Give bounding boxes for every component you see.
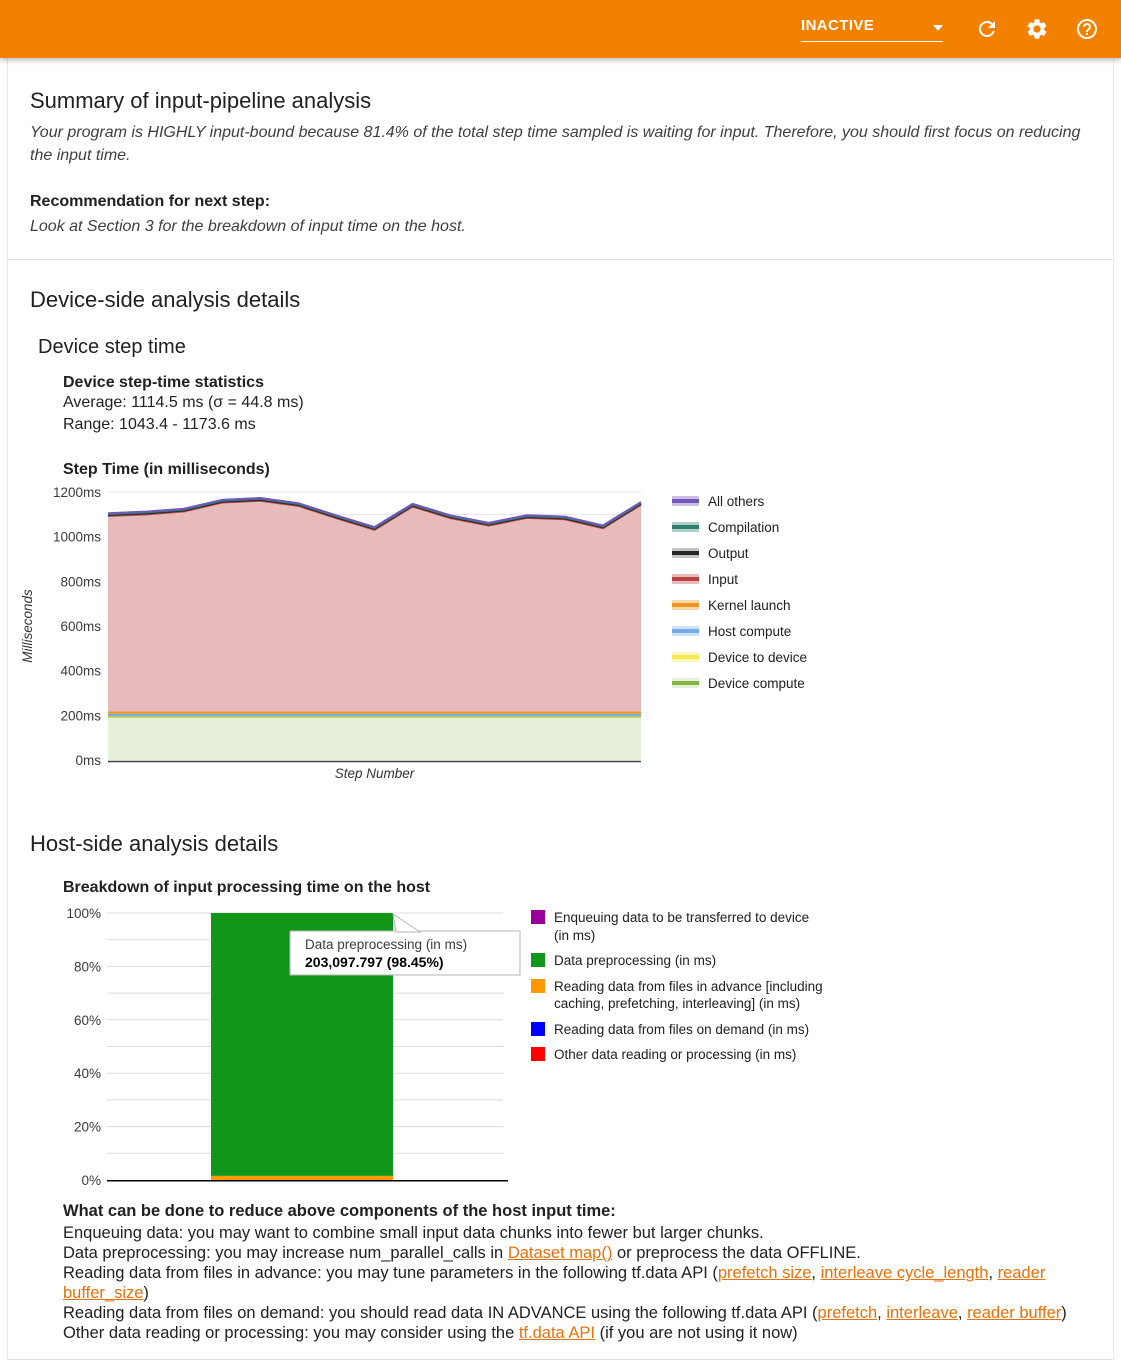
content-card xyxy=(7,58,1114,1360)
device-legend-swatch xyxy=(672,574,699,584)
device-legend-item xyxy=(672,675,807,692)
device-legend-item xyxy=(672,545,807,562)
recommendation-text: Look at Section 3 for the breakdown of input time on the host. xyxy=(30,218,466,236)
settings-gear-icon xyxy=(1025,17,1049,41)
svg-text:0%: 0% xyxy=(81,1173,101,1189)
host-legend-item xyxy=(531,978,826,1013)
svg-text:Milliseconds: Milliseconds xyxy=(20,589,35,664)
host-legend-swatch xyxy=(531,979,545,993)
host-legend-item xyxy=(531,952,826,970)
svg-text:0ms: 0ms xyxy=(75,753,101,769)
device-legend-swatch xyxy=(672,652,699,662)
svg-text:1200ms: 1200ms xyxy=(52,485,101,501)
device-legend-item xyxy=(672,649,807,666)
advice-line: Enqueuing data: you may want to combine small input data chunks into fewer but larger chunks. xyxy=(63,1224,764,1243)
host-legend-label: Enqueuing data to be transferred to device (in ms) xyxy=(554,910,810,943)
device-chart-title: Step Time (in milliseconds) xyxy=(63,461,270,479)
device-section-title: Device-side analysis details xyxy=(30,287,301,313)
device-chart-legend xyxy=(672,493,807,701)
host-legend-label: Reading data from files in advance [including caching, prefetching, interleaving] (in ms) xyxy=(554,978,823,1012)
advice-link[interactable]: reader buffer_size xyxy=(63,1264,1046,1303)
refresh-button[interactable] xyxy=(975,17,999,41)
host-chart-title: Breakdown of input processing time on the host xyxy=(63,879,431,897)
device-legend-label: Input xyxy=(708,572,739,588)
advice-heading: What can be done to reduce above components of the host input time: xyxy=(63,1202,616,1221)
svg-text:Data preprocessing (in ms): Data preprocessing (in ms) xyxy=(305,937,468,953)
run-state-dropdown[interactable] xyxy=(801,17,943,42)
device-legend-swatch xyxy=(672,548,699,558)
svg-text:Step Number: Step Number xyxy=(334,766,415,782)
advice-link[interactable]: reader buffer xyxy=(967,1304,1062,1323)
host-legend-item xyxy=(531,1046,826,1064)
device-legend-swatch xyxy=(672,496,699,506)
svg-text:80%: 80% xyxy=(73,959,101,975)
advice-line: Reading data from files on demand: you should read data IN ADVANCE using the following tf.data API (prefetch, interleave, reader buffer) xyxy=(63,1304,1067,1323)
section-divider xyxy=(8,259,1113,260)
host-legend-swatch xyxy=(531,910,545,924)
svg-text:200ms: 200ms xyxy=(60,708,101,724)
device-legend-item xyxy=(672,519,807,536)
host-legend-item xyxy=(531,909,826,944)
host-legend-label: Other data reading or processing (in ms) xyxy=(554,1047,797,1063)
device-legend-label: Device compute xyxy=(708,676,805,692)
device-step-time-subtitle: Device step time xyxy=(38,336,186,359)
host-legend-swatch xyxy=(531,1047,545,1061)
device-legend-swatch xyxy=(672,678,699,688)
device-legend-item xyxy=(672,493,807,510)
svg-text:60%: 60% xyxy=(73,1013,101,1029)
advice-link[interactable]: prefetch size xyxy=(717,1264,812,1283)
device-legend-label: Device to device xyxy=(708,650,808,666)
advice-link[interactable]: Dataset map() xyxy=(507,1244,613,1263)
device-legend-swatch xyxy=(672,522,699,532)
host-legend-swatch xyxy=(531,953,545,967)
host-chart-legend xyxy=(531,909,826,1072)
device-legend-label: Compilation xyxy=(708,520,780,536)
bottom-divider xyxy=(8,1359,1113,1360)
host-legend-item xyxy=(531,1021,826,1039)
device-legend-swatch xyxy=(672,600,699,610)
device-legend-label: Output xyxy=(708,546,749,562)
device-legend-item xyxy=(672,571,807,588)
host-section-title: Host-side analysis details xyxy=(30,831,279,857)
host-input-breakdown-chart xyxy=(63,905,523,1195)
device-stats-range: Range: 1043.4 - 1173.6 ms xyxy=(63,416,256,434)
host-legend-swatch xyxy=(531,1022,545,1036)
svg-text:400ms: 400ms xyxy=(60,664,101,680)
device-legend-label: Kernel launch xyxy=(708,598,791,614)
svg-text:100%: 100% xyxy=(66,906,101,922)
advice-line: Other data reading or processing: you may consider using the tf.data API (if you are not using it now) xyxy=(63,1324,798,1343)
device-legend-swatch xyxy=(672,626,699,636)
device-legend-label: All others xyxy=(708,494,765,510)
svg-text:800ms: 800ms xyxy=(60,574,101,590)
host-advice-block xyxy=(63,1201,1091,1343)
recommendation-label: Recommendation for next step: xyxy=(30,193,271,211)
device-legend-item xyxy=(672,623,807,640)
device-legend-label: Host compute xyxy=(708,624,792,640)
advice-link[interactable]: interleave cycle_length xyxy=(820,1264,989,1283)
toolbar xyxy=(0,0,1121,58)
host-legend-label: Data preprocessing (in ms) xyxy=(554,953,717,969)
run-state-value: INACTIVE xyxy=(801,16,875,34)
svg-text:40%: 40% xyxy=(73,1066,101,1082)
advice-link[interactable]: prefetch xyxy=(817,1304,878,1323)
help-button[interactable] xyxy=(1075,17,1099,41)
dropdown-caret-icon xyxy=(933,25,943,31)
device-stats-title: Device step-time statistics xyxy=(63,374,264,392)
svg-text:1000ms: 1000ms xyxy=(52,530,101,546)
device-legend-item xyxy=(672,597,807,614)
svg-text:203,097.797 (98.45%): 203,097.797 (98.45%) xyxy=(305,954,444,971)
summary-body: Your program is HIGHLY input-bound because 81.4% of the total step time sampled is waiting for input. Therefore, you should first focus on reducing the input time. xyxy=(30,124,1081,165)
svg-text:600ms: 600ms xyxy=(60,619,101,635)
help-icon xyxy=(1075,17,1099,41)
advice-link[interactable]: tf.data API xyxy=(518,1324,595,1343)
refresh-icon xyxy=(975,17,999,41)
advice-line: Reading data from files in advance: you may tune parameters in the following tf.data API (prefetch size, interleave cycle_length, reader buffer_size) xyxy=(63,1264,1046,1303)
summary-title: Summary of input-pipeline analysis xyxy=(30,88,372,113)
advice-line: Data preprocessing: you may increase num_parallel_calls in Dataset map() or preprocess the data OFFLINE. xyxy=(63,1244,861,1263)
device-stats-average: Average: 1114.5 ms (σ = 44.8 ms) xyxy=(63,394,304,412)
advice-link[interactable]: interleave xyxy=(886,1304,958,1323)
svg-text:20%: 20% xyxy=(73,1119,101,1135)
device-step-time-chart xyxy=(18,483,658,785)
settings-button[interactable] xyxy=(1025,17,1049,41)
host-legend-label: Reading data from files on demand (in ms) xyxy=(554,1021,810,1037)
